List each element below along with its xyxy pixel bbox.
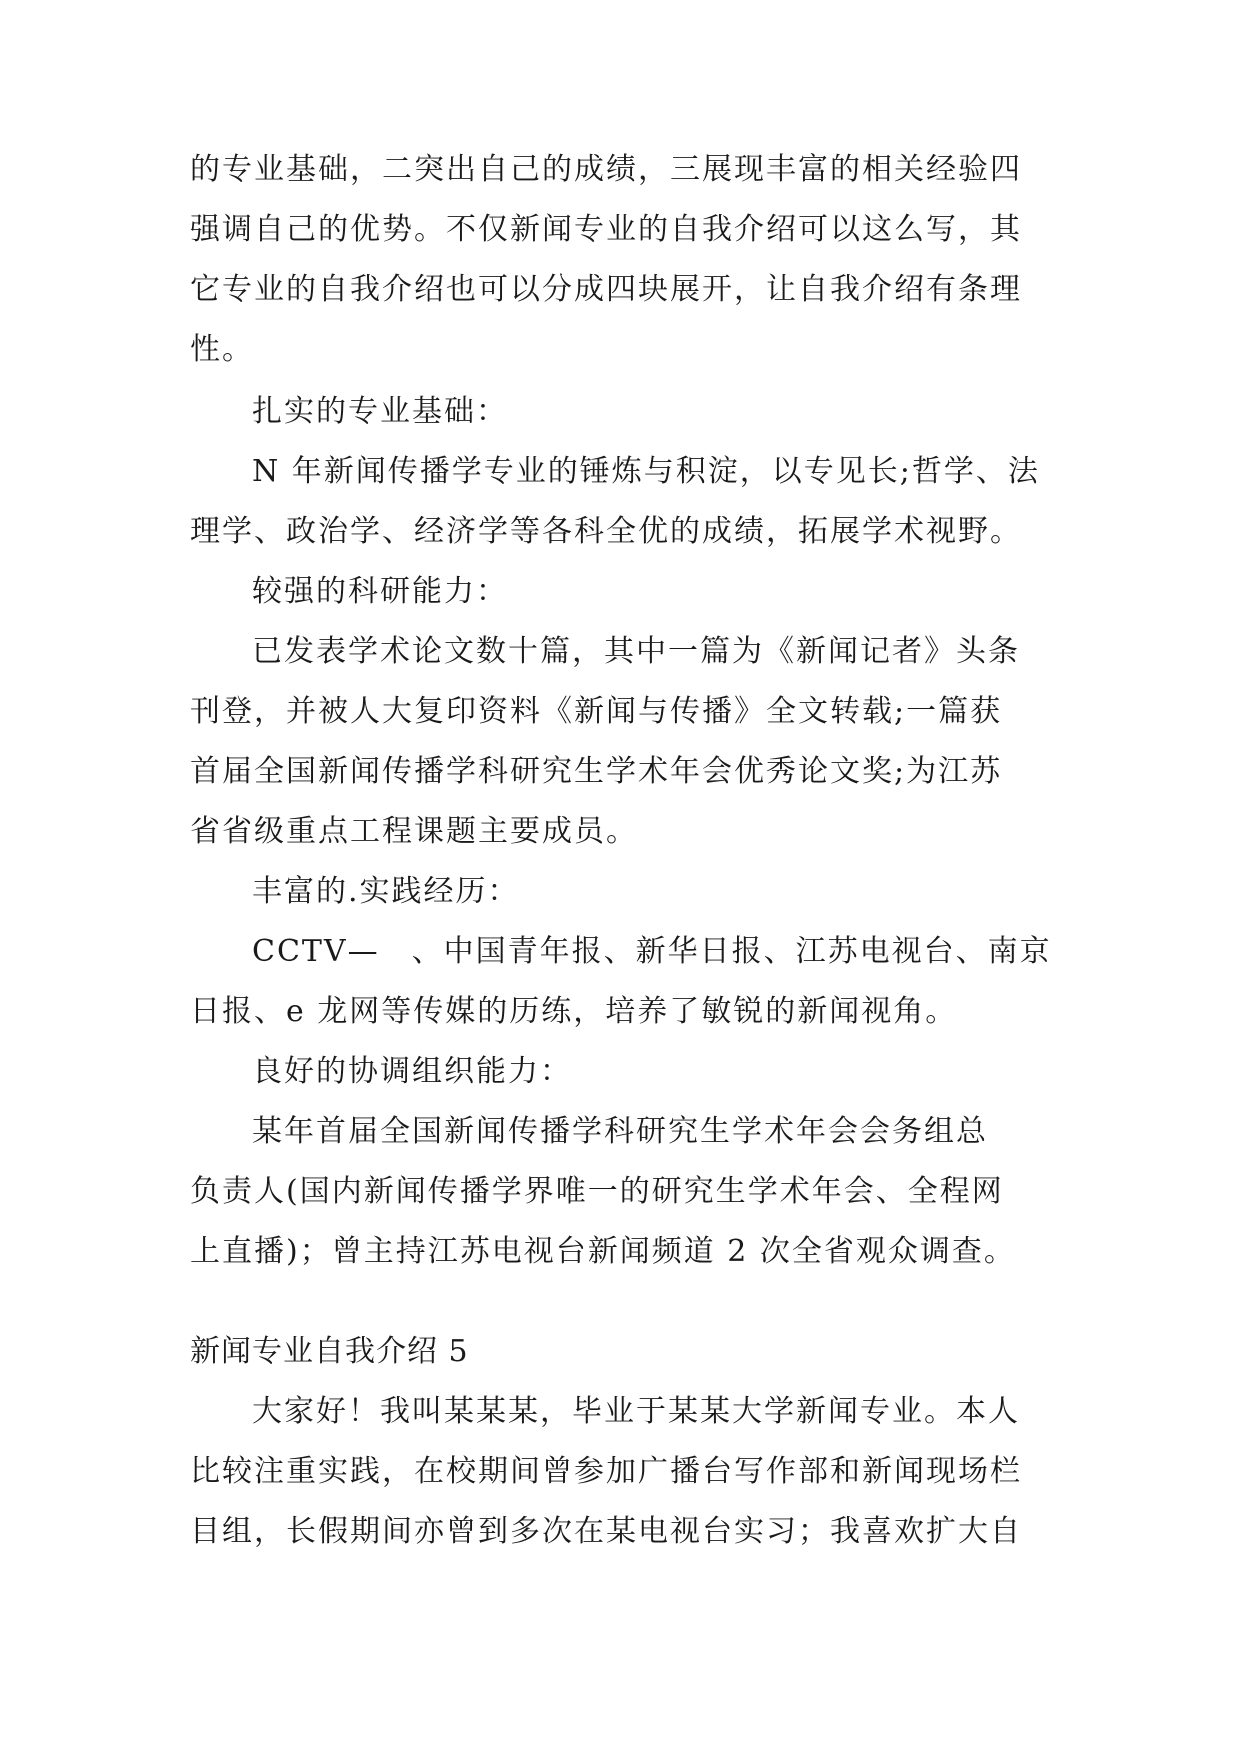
- paragraph-line: 比较注重实践，在校期间曾参加广播台写作部和新闻现场栏: [190, 1454, 1022, 1489]
- paragraph-line: 某年首届全国新闻传播学科研究生学术年会会务组总: [252, 1114, 988, 1149]
- section-heading-foundation: 扎实的专业基础：: [252, 394, 508, 429]
- paragraph-line: 性。: [190, 332, 254, 367]
- paragraph-line: 已发表学术论文数十篇，其中一篇为《新闻记者》头条: [252, 634, 1020, 669]
- paragraph-line: 的专业基础，二突出自己的成绩，三展现丰富的相关经验四: [190, 152, 1022, 187]
- paragraph-line: 理学、政治学、经济学等各科全优的成绩，拓展学术视野。: [190, 514, 1022, 549]
- paragraph-line: 日报、e 龙网等传媒的历练，培养了敏锐的新闻视角。: [190, 994, 958, 1029]
- paragraph-line: CCTV— 、中国青年报、新华日报、江苏电视台、南京: [252, 934, 1052, 969]
- paragraph-line: 它专业的自我介绍也可以分成四块展开，让自我介绍有条理: [190, 272, 1022, 307]
- section-heading-research: 较强的科研能力：: [252, 574, 508, 609]
- paragraph-line: 大家好！我叫某某某，毕业于某某大学新闻专业。本人: [252, 1394, 1020, 1429]
- paragraph-line: N 年新闻传播学专业的锤炼与积淀，以专见长;哲学、法: [252, 454, 1040, 489]
- paragraph-line: 负责人(国内新闻传播学界唯一的研究生学术年会、全程网: [190, 1174, 1004, 1209]
- section-heading-coordination: 良好的协调组织能力：: [252, 1054, 572, 1089]
- section-title: 新闻专业自我介绍 5: [190, 1334, 469, 1369]
- paragraph-line: 省省级重点工程课题主要成员。: [190, 814, 638, 849]
- paragraph-line: 上直播)；曾主持江苏电视台新闻频道 2 次全省观众调查。: [190, 1234, 1016, 1269]
- paragraph-line: 目组，长假期间亦曾到多次在某电视台实习；我喜欢扩大自: [190, 1514, 1022, 1549]
- paragraph-line: 首届全国新闻传播学科研究生学术年会优秀论文奖;为江苏: [190, 754, 1003, 789]
- paragraph-line: 强调自己的优势。不仅新闻专业的自我介绍可以这么写，其: [190, 212, 1022, 247]
- section-heading-practice: 丰富的.实践经历：: [252, 874, 520, 909]
- paragraph-line: 刊登，并被人大复印资料《新闻与传播》全文转载;一篇获: [190, 694, 1003, 729]
